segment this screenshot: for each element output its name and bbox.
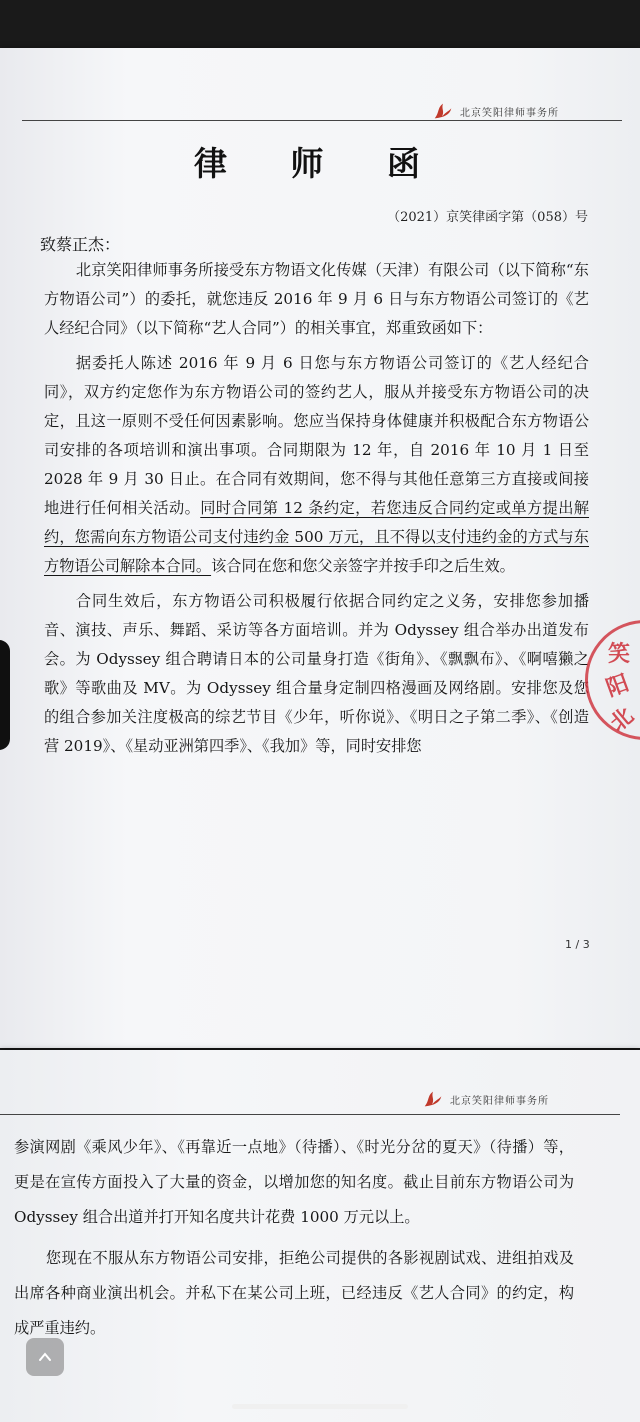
contract-effect-text: 该合同在您和您父亲签字并按手印之后生效。 [211,557,515,575]
letter-page-1 [0,48,640,1048]
page-number: 1 / 3 [565,938,590,951]
contract-text: 据委托人陈述 2016 年 9 月 6 日您与东方物语公司签订的《艺人经纪合同》，双方约定您作为东方物语公司的签约艺人，服从并接受东方物语公司的决定，且这一原则不受任何因素影响。您应当保持身体健康并积极配合东方物语公司安排的各项培训和演出事项。合同期限为 12 年，自 2016 年 10 月 1 日至 2028 年 9 月 30 日止。在合同有效期间，您不得与其他任意第三方直接或间接地进行任何相关活动。 [44,354,589,517]
firm-header [432,100,559,122]
reference-number: （2021）京笑律函字第（058）号 [387,210,588,225]
home-indicator[interactable] [232,1404,408,1409]
letter-page-2 [0,1050,640,1422]
paragraph-marketing: 参演网剧《乘风少年》、《再靠近一点地》（待播）、《时光分岔的夏天》（待播）等，更是在宣传方面投入了大量的资金，以增加您的知名度。截止目前东方物语公司为 Odyssey 组合出道并打开知名度共计花费 1000 万元以上。 [14,1138,574,1226]
paper-clip-shadow [0,640,10,750]
penalty-clause: 同时合同第 12 条约定，若您违反合同约定或单方提出解约，您需向东方物语公司支付违约金 500 万元，且不得以支付违约金的方式与东方物语公司解除本合同。 [44,499,590,575]
paragraph-intro: 北京笑阳律师事务所接受东方物语文化传媒（天津）有限公司（以下简称“东方物语公司”）的委托，就您违反 2016 年 9 月 6 日与东方物语公司签订的《艺人经纪合同》（以下简称“艺人合同”）的相关事宜，郑重致函如下： [44,261,589,337]
paragraph-contract [44,349,589,581]
letter-body [44,256,589,761]
law-firm-logo-icon [432,100,454,122]
letter-body [14,1130,574,1346]
firm-header [422,1088,549,1110]
header-rule [0,1114,620,1115]
chevron-up-icon [37,1349,53,1365]
scroll-up-button[interactable] [26,1338,64,1376]
firm-name: 北京笑阳律师事务所 [460,107,559,119]
letter-title: 律 师 函 [194,144,446,183]
header-rule [22,120,622,121]
firm-name: 北京笑阳律师事务所 [450,1095,549,1107]
salutation: 致蔡正杰： [40,235,121,254]
paragraph-performance: 合同生效后，东方物语公司积极履行依据合同约定之义务，安排您参加播音、演技、声乐、舞蹈、采访等各方面培训。并为 Odyssey 组合举办出道发布会。为 Odyssey 组合聘请日本的公司量身打造《街角》、《飘飘布》、《啊嘻獭之歌》等歌曲及 MV。为 Odyssey 组合量身定制四格漫画及网络剧。安排您及您的组合参加关注度极高的综艺节目《少年，听你说》、《明日之子第二季》、《创造营 2019》、《星动亚洲第四季》、《我加》等，同时安排您 [44,592,589,755]
paragraph-breach: 您现在不服从东方物语公司安排，拒绝公司提供的各影视剧试戏、进组拍戏及出席各种商业演出机会。并私下在某公司上班，已经违反《艺人合同》的约定，构成严重违约。 [14,1249,574,1337]
law-firm-logo-icon [422,1088,444,1110]
red-seal-stamp: 笑 阳 北 [585,620,640,740]
